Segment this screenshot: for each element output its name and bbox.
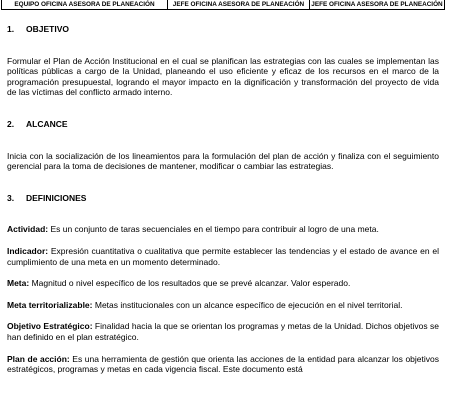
definition-text: Metas institucionales con un alcance específico de ejecución en el nivel territorial. bbox=[92, 299, 403, 310]
definition-actividad bbox=[7, 224, 439, 235]
section-heading-definiciones bbox=[7, 193, 439, 204]
definition-objetivo-estrategico bbox=[7, 321, 439, 342]
document-body bbox=[7, 24, 439, 375]
definition-term: Meta: bbox=[7, 278, 30, 289]
section-title: DEFINICIONES bbox=[26, 192, 87, 203]
section-number: 2. bbox=[7, 118, 15, 129]
header-row bbox=[2, 0, 445, 10]
definition-indicador bbox=[7, 246, 439, 267]
section-heading-alcance bbox=[7, 119, 439, 130]
definition-meta bbox=[7, 278, 439, 289]
definition-text: Es una herramienta de gestión que orienta las acciones de la entidad para alcanzar los objetivos estratégicos, programas y metas en cada vigencia fiscal. Este documento está bbox=[7, 353, 439, 375]
section-number: 3. bbox=[7, 192, 15, 203]
definition-term: Indicador: bbox=[7, 245, 49, 256]
definition-term: Plan de acción: bbox=[7, 353, 70, 364]
section-title: ALCANCE bbox=[26, 118, 68, 129]
alcance-paragraph: Inicia con la socialización de los lineamientos para la formulación del plan de acción y finaliza con el seguimiento gerencial para la toma de decisiones de mantener, modificar o cambiar las estrategias. bbox=[7, 150, 439, 172]
header-cell-prepared: EQUIPO OFICINA ASESORA DE PLANEACIÓN bbox=[2, 0, 168, 10]
definition-text: Magnitud o nivel específico de los resultados que se prevé alcanzar. Valor esperado. bbox=[29, 278, 351, 289]
signature-header-table bbox=[1, 0, 445, 10]
definition-text: Es un conjunto de taras secuenciales en el tiempo para contribuir al logro de una meta. bbox=[48, 224, 379, 235]
definition-text: Finalidad hacia la que se orientan los programas y metas de la Unidad. Dichos objetivos se han definido en el plan estratégico. bbox=[7, 321, 439, 342]
definition-term: Meta territorializable: bbox=[7, 299, 93, 310]
definition-term: Objetivo Estratégico: bbox=[7, 321, 93, 332]
objetivo-paragraph: Formular el Plan de Acción Institucional en el cual se planifican las estrategias con las cuales se implementan las políticas públicas a cargo de la Unidad, planeando el uso eficiente y eficaz de los recursos en el marco de la programación presupuestal, logrando el mayor impacto en la dignificación y transformación del proyecto de vida de las víctimas del conflicto armado interno. bbox=[7, 55, 439, 98]
header-cell-reviewed: JEFE OFICINA ASESORA DE PLANEACIÓN bbox=[168, 0, 310, 10]
section-heading-objetivo bbox=[7, 24, 439, 35]
section-title: OBJETIVO bbox=[26, 24, 69, 34]
definition-plan-de-accion bbox=[7, 354, 439, 375]
definition-text: Expresión cuantitativa o cualitativa que permite establecer las tendencias y el estado de avance en el cumplimiento de una meta en un momento determinado. bbox=[7, 245, 439, 267]
section-number: 1. bbox=[7, 24, 15, 34]
definition-term: Actividad: bbox=[7, 224, 49, 235]
header-cell-approved: JEFE OFICINA ASESORA DE PLANEACIÓN bbox=[310, 0, 445, 10]
definition-meta-territorializable bbox=[7, 300, 439, 311]
